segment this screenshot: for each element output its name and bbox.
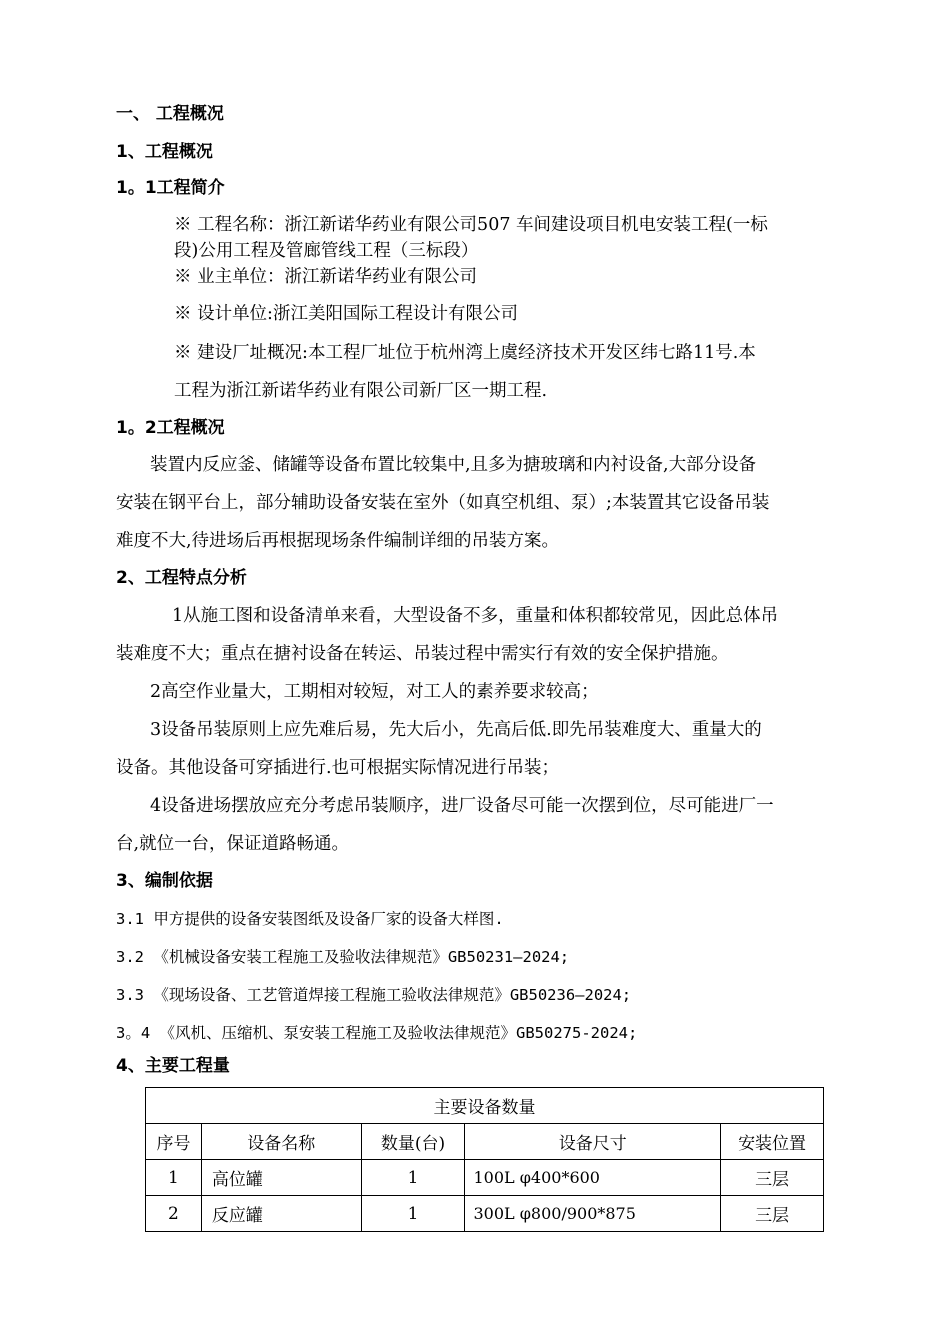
basis-item-4: 3。4 《风机、压缩机、泵安装工程施工及验收法律规范》GB50275-2024; xyxy=(116,1024,638,1042)
point-4-line-1: 4设备进场摆放应充分考虑吊装顺序，进厂设备尽可能一次摆到位，尽可能进厂一 xyxy=(150,796,774,816)
cell-location: 三层 xyxy=(721,1196,824,1232)
cell-index: 1 xyxy=(146,1160,202,1196)
point-2-line-1: 2高空作业量大，工期相对较短，对工人的素养要求较高； xyxy=(150,682,599,702)
cell-equipment-name: 高位罐 xyxy=(201,1160,361,1196)
cell-quantity: 1 xyxy=(361,1196,465,1232)
table-row xyxy=(146,1160,824,1196)
design-unit: ※ 设计单位:浙江美阳国际工程设计有限公司 xyxy=(174,304,518,324)
cell-dimensions: 100L φ400*600 xyxy=(465,1160,721,1196)
point-4-line-2: 台,就位一台，保证道路畅通。 xyxy=(116,834,350,854)
overview-line-2: 安装在钢平台上，部分辅助设备安装在室外（如真空机组、泵）;本装置其它设备吊装 xyxy=(116,493,770,513)
header-dimensions: 设备尺寸 xyxy=(465,1124,721,1160)
header-equipment-name: 设备名称 xyxy=(201,1124,361,1160)
section-1-title: 一、 工程概况 xyxy=(116,104,224,124)
basis-item-2: 3.2 《机械设备安装工程施工及验收法律规范》GB50231—2024; xyxy=(116,948,570,966)
cell-quantity: 1 xyxy=(361,1160,465,1196)
overview-line-1: 装置内反应釜、储罐等设备布置比较集中,且多为搪玻璃和内衬设备,大部分设备 xyxy=(150,455,757,475)
project-name-line-1: ※ 工程名称：浙江新诺华药业有限公司507 车间建设项目机电安装工程(一标 xyxy=(174,215,768,235)
table-caption: 主要设备数量 xyxy=(146,1088,824,1124)
overview-line-3: 难度不大,待进场后再根据现场条件编制详细的吊装方案。 xyxy=(116,531,560,551)
point-1-line-1: 1从施工图和设备清单来看，大型设备不多，重量和体积都较常见，因此总体吊 xyxy=(172,606,779,626)
point-1-line-2: 装难度不大；重点在搪衬设备在转运、吊装过程中需实行有效的安全保护措施。 xyxy=(116,644,729,664)
table-caption-row xyxy=(146,1088,824,1124)
section-2-title: 2、工程特点分析 xyxy=(116,568,247,588)
section-1-1-1-heading: 1。1工程简介 xyxy=(116,178,225,198)
header-location: 安装位置 xyxy=(721,1124,824,1160)
cell-index: 2 xyxy=(146,1196,202,1232)
table-header-row xyxy=(146,1124,824,1160)
project-name-line-2: 段)公用工程及管廊管线工程（三标段） xyxy=(174,241,479,261)
equipment-table xyxy=(145,1087,824,1232)
header-quantity: 数量(台) xyxy=(361,1124,465,1160)
section-3-title: 3、编制依据 xyxy=(116,871,213,891)
point-3-line-2: 设备。其他设备可穿插进行.也可根据实际情况进行吊装； xyxy=(116,758,560,778)
cell-equipment-name: 反应罐 xyxy=(201,1196,361,1232)
cell-location: 三层 xyxy=(721,1160,824,1196)
point-3-line-1: 3设备吊装原则上应先难后易，先大后小，先高后低.即先吊装难度大、重量大的 xyxy=(150,720,762,740)
table-row xyxy=(146,1196,824,1232)
cell-dimensions: 300L φ800/900*875 xyxy=(465,1196,721,1232)
basis-item-3: 3.3 《现场设备、工艺管道焊接工程施工验收法律规范》GB50236—2024; xyxy=(116,986,632,1004)
section-1-1-heading: 1、工程概况 xyxy=(116,142,213,162)
header-index: 序号 xyxy=(146,1124,202,1160)
section-1-1-2-heading: 1。2工程概况 xyxy=(116,418,225,438)
site-overview-line-2: 工程为浙江新诺华药业有限公司新厂区一期工程. xyxy=(174,381,548,401)
site-overview-line-1: ※ 建设厂址概况:本工程厂址位于杭州湾上虞经济技术开发区纬七路11号.本 xyxy=(174,343,756,363)
basis-item-1: 3.1 甲方提供的设备安装图纸及设备厂家的设备大样图. xyxy=(116,910,504,928)
owner-unit: ※ 业主单位：浙江新诺华药业有限公司 xyxy=(174,267,478,287)
section-4-title: 4、主要工程量 xyxy=(116,1056,230,1076)
